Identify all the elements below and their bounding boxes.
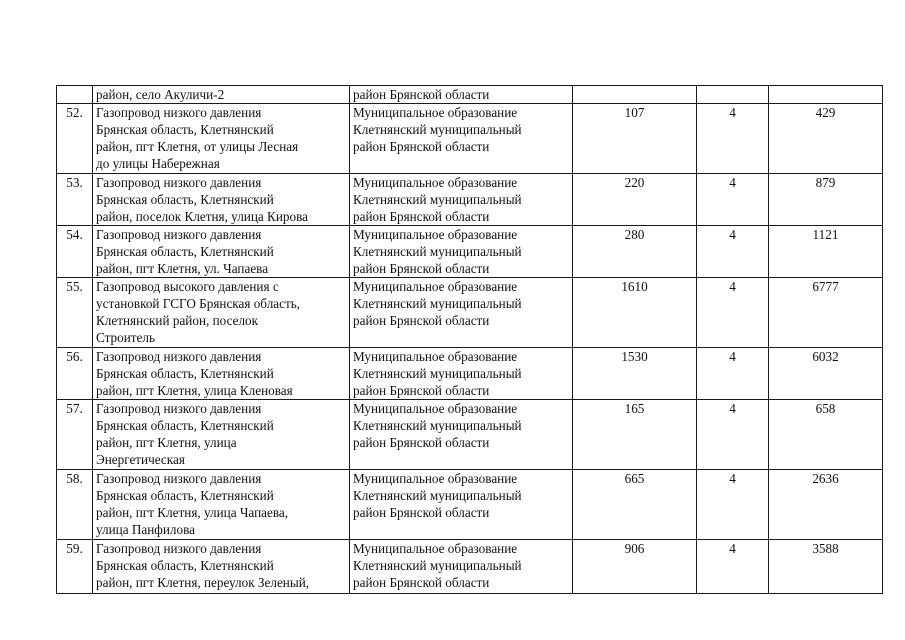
value-cell: 4	[697, 278, 769, 348]
object-name-cell	[93, 104, 350, 174]
row-number-cell: 58.	[57, 470, 93, 540]
object-name-cell	[93, 470, 350, 540]
length-cell: 280	[573, 226, 697, 278]
value-cell: 4	[697, 174, 769, 226]
object-name-line: район, пгт Клетня, ул. Чапаева	[96, 261, 269, 276]
object-name-line: район, пгт Клетня, улица Кленовая	[96, 383, 293, 398]
owner-line: Клетнянский муниципальный	[353, 244, 522, 259]
row-number-cell: 53.	[57, 174, 93, 226]
object-name-cell	[93, 86, 350, 104]
table-row	[57, 226, 883, 278]
owner-line: район Брянской области	[353, 383, 490, 398]
row-number-cell: 56.	[57, 348, 93, 400]
owner-line: Клетнянский муниципальный	[353, 558, 522, 573]
table-row	[57, 400, 883, 470]
length-cell: 665	[573, 470, 697, 540]
object-name-line: Брянская область, Клетнянский	[96, 244, 274, 259]
object-name-cell	[93, 226, 350, 278]
table-body	[57, 86, 883, 594]
table-row	[57, 278, 883, 348]
length-cell: 107	[573, 104, 697, 174]
owner-line: Клетнянский муниципальный	[353, 418, 522, 433]
owner-line: район Брянской области	[353, 505, 490, 520]
table-row	[57, 104, 883, 174]
owner-line: Клетнянский муниципальный	[353, 122, 522, 137]
gas-pipeline-registry-table	[56, 85, 883, 594]
object-name-line: до улицы Набережная	[96, 156, 220, 171]
owner-line: Муниципальное образование	[353, 349, 518, 364]
object-name-line: Брянская область, Клетнянский	[96, 418, 274, 433]
cost-cell: 658	[769, 400, 883, 470]
table-row	[57, 470, 883, 540]
value-cell: 4	[697, 400, 769, 470]
object-name-line: установкой ГСГО Брянская область,	[96, 296, 301, 311]
object-name-line: Брянская область, Клетнянский	[96, 192, 274, 207]
owner-line: район Брянской области	[353, 139, 490, 154]
owner-line: Муниципальное образование	[353, 105, 518, 120]
owner-cell	[350, 470, 573, 540]
owner-cell	[350, 104, 573, 174]
cost-cell	[769, 86, 883, 104]
cost-cell: 6777	[769, 278, 883, 348]
object-name-line: Брянская область, Клетнянский	[96, 488, 274, 503]
value-cell: 4	[697, 226, 769, 278]
value-cell: 4	[697, 470, 769, 540]
length-cell: 906	[573, 540, 697, 594]
object-name-cell	[93, 540, 350, 594]
cost-cell: 429	[769, 104, 883, 174]
object-name-line: Брянская область, Клетнянский	[96, 122, 274, 137]
cost-cell: 2636	[769, 470, 883, 540]
row-number-cell: 52.	[57, 104, 93, 174]
object-name-line: район, поселок Клетня, улица Кирова	[96, 209, 308, 224]
row-number-cell: 57.	[57, 400, 93, 470]
owner-cell	[350, 348, 573, 400]
object-name-cell	[93, 174, 350, 226]
object-name-line: Газопровод низкого давления	[96, 349, 262, 364]
owner-line: Муниципальное образование	[353, 175, 518, 190]
owner-cell	[350, 174, 573, 226]
object-name-line: Брянская область, Клетнянский	[96, 366, 274, 381]
object-name-line: Клетнянский район, поселок	[96, 313, 259, 328]
length-cell: 165	[573, 400, 697, 470]
owner-cell	[350, 278, 573, 348]
object-name-line: Газопровод низкого давления	[96, 175, 262, 190]
owner-line: Муниципальное образование	[353, 401, 518, 416]
owner-line: Клетнянский муниципальный	[353, 488, 522, 503]
owner-cell	[350, 86, 573, 104]
owner-line: район Брянской области	[353, 313, 490, 328]
owner-cell	[350, 226, 573, 278]
length-cell: 1530	[573, 348, 697, 400]
object-name-line: Брянская область, Клетнянский	[96, 558, 274, 573]
owner-line: Клетнянский муниципальный	[353, 192, 522, 207]
object-name-line: район, пгт Клетня, переулок Зеленый,	[96, 575, 310, 590]
object-name-line: район, пгт Клетня, улица	[96, 435, 237, 450]
object-name-line: Энергетическая	[96, 452, 185, 467]
table-row	[57, 348, 883, 400]
length-cell: 1610	[573, 278, 697, 348]
object-name-line: Газопровод низкого давления	[96, 227, 262, 242]
value-cell: 4	[697, 104, 769, 174]
row-number-cell: 59.	[57, 540, 93, 594]
table-row	[57, 86, 883, 104]
object-name-line: Строитель	[96, 330, 156, 345]
object-name-line: Газопровод низкого давления	[96, 105, 262, 120]
value-cell: 4	[697, 348, 769, 400]
object-name-line: Газопровод низкого давления	[96, 401, 262, 416]
owner-line: Муниципальное образование	[353, 471, 518, 486]
cost-cell: 1121	[769, 226, 883, 278]
length-cell	[573, 86, 697, 104]
value-cell	[697, 86, 769, 104]
owner-line: Муниципальное образование	[353, 541, 518, 556]
owner-line: район Брянской области	[353, 435, 490, 450]
table-row	[57, 540, 883, 594]
owner-line: Клетнянский муниципальный	[353, 366, 522, 381]
cost-cell: 3588	[769, 540, 883, 594]
cost-cell: 6032	[769, 348, 883, 400]
owner-cell	[350, 540, 573, 594]
row-number-cell: 55.	[57, 278, 93, 348]
object-name-line: район, пгт Клетня, от улицы Лесная	[96, 139, 299, 154]
owner-line: район Брянской области	[353, 87, 490, 102]
owner-line: район Брянской области	[353, 575, 490, 590]
object-name-line: улица Панфилова	[96, 522, 195, 537]
row-number-cell: 54.	[57, 226, 93, 278]
object-name-cell	[93, 348, 350, 400]
owner-line: Муниципальное образование	[353, 279, 518, 294]
object-name-cell	[93, 278, 350, 348]
object-name-line: Газопровод высокого давления с	[96, 279, 279, 294]
object-name-line: Газопровод низкого давления	[96, 541, 262, 556]
owner-line: Муниципальное образование	[353, 227, 518, 242]
value-cell: 4	[697, 540, 769, 594]
object-name-line: район, село Акуличи-2	[96, 87, 225, 102]
table-row	[57, 174, 883, 226]
object-name-cell	[93, 400, 350, 470]
owner-cell	[350, 400, 573, 470]
object-name-line: район, пгт Клетня, улица Чапаева,	[96, 505, 289, 520]
cost-cell: 879	[769, 174, 883, 226]
owner-line: Клетнянский муниципальный	[353, 296, 522, 311]
owner-line: район Брянской области	[353, 209, 490, 224]
row-number-cell	[57, 86, 93, 104]
object-name-line: Газопровод низкого давления	[96, 471, 262, 486]
length-cell: 220	[573, 174, 697, 226]
owner-line: район Брянской области	[353, 261, 490, 276]
